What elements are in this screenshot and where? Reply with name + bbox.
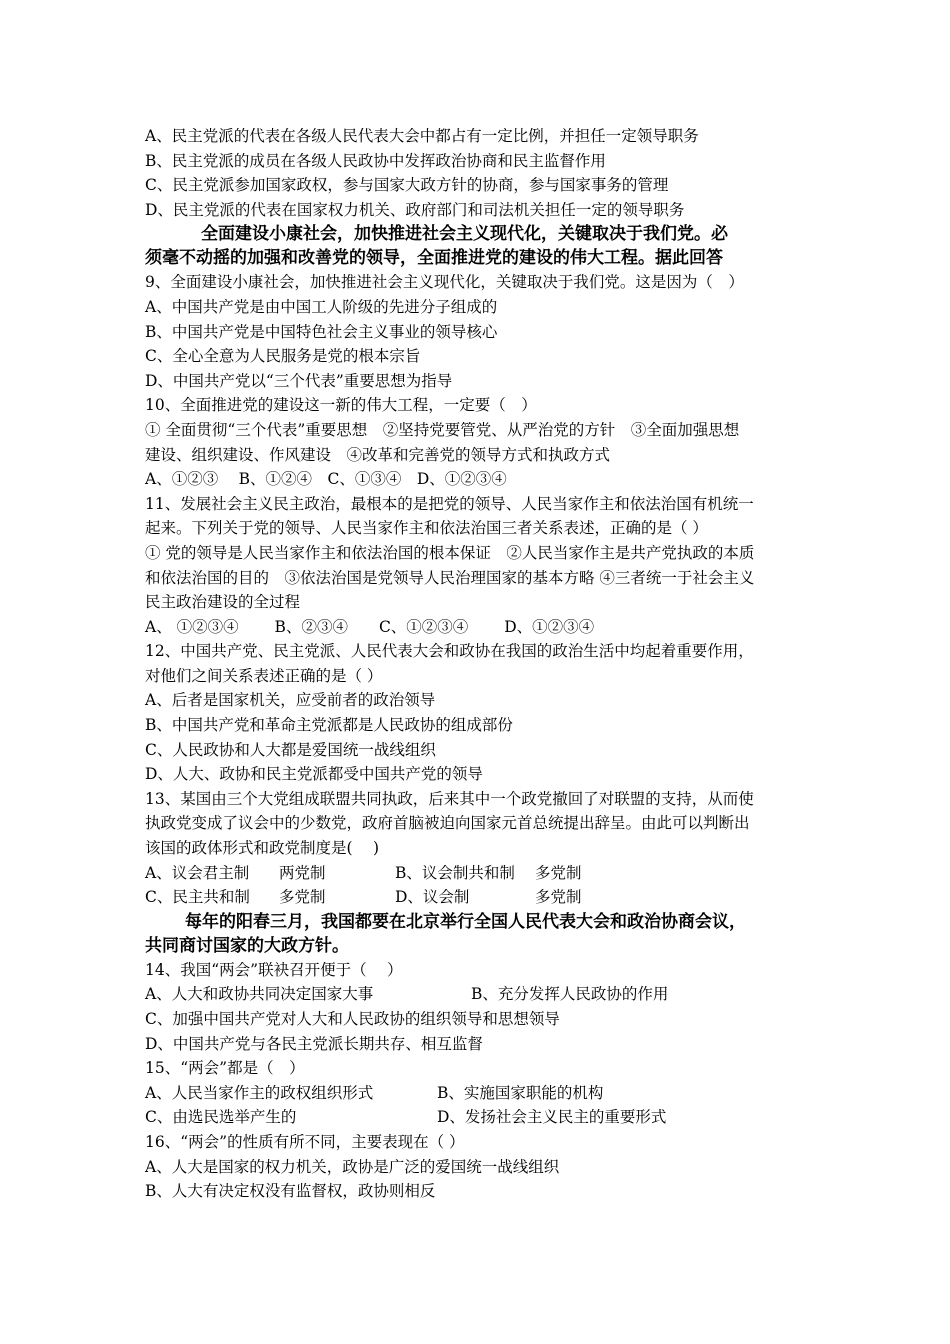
- question-12-cont: 对他们之间关系表述正确的是（ ）: [145, 666, 383, 685]
- option-line: B、中国共产党是中国特色社会主义事业的领导核心: [145, 322, 498, 341]
- option-line: D、人大、政协和民主党派都受中国共产党的领导: [145, 765, 483, 784]
- question-10: 10、全面推进党的建设这一新的伟大工程，一定要（ ）: [145, 396, 537, 415]
- question-11: 11、发展社会主义民主政治，最根本的是把党的领导、人民当家作主和依法治国有机统一: [145, 494, 754, 513]
- option-line: C、加强中国共产党对人大和人民政协的组织领导和思想领导: [145, 1010, 560, 1028]
- option-c: C、由选民选举产生的: [145, 1108, 297, 1127]
- option-line: A、中国共产党是由中国工人阶级的先进分子组成的: [145, 297, 498, 316]
- question-12: 12、中国共产党、民主党派、人民代表大会和政协在我国的政治生活中均起着重要作用，: [145, 642, 754, 661]
- option-row: [145, 1081, 825, 1106]
- statement-line: ① 全面贯彻“三个代表”重要思想 ②坚持党要管党、从严治党的方针 ③全面加强思想: [145, 420, 740, 439]
- question-11-cont: 起来。下列关于党的领导、人民当家作主和依法治国三者关系表述，正确的是（ ）: [145, 519, 708, 538]
- option-b-party: 多党制: [535, 863, 582, 882]
- option-d-party: 多党制: [535, 888, 582, 907]
- option-line: D、中国共产党以“三个代表”重要思想为指导: [145, 371, 453, 390]
- option-row: [145, 982, 825, 1007]
- statement-line: ① 党的领导是人民当家作主和依法治国的根本保证 ②人民当家作主是共产党执政的本质: [145, 543, 755, 562]
- option-line: B、人大有决定权没有监督权，政协则相反: [145, 1182, 436, 1201]
- statement-line: 民主政治建设的全过程: [145, 593, 301, 612]
- option-line: A、民主党派的代表在各级人民代表大会中都占有一定比例，并担任一定领导职务: [145, 127, 699, 145]
- option-line: A、后者是国家机关，应受前者的政治领导: [145, 691, 436, 710]
- option-a-party: 两党制: [279, 863, 326, 882]
- option-b: B、议会制共和制: [395, 863, 515, 882]
- option-row: [145, 861, 825, 886]
- option-line: C、全心全意为人民服务是党的根本宗旨: [145, 347, 421, 366]
- option-line: D、民主党派的代表在国家权力机关、政府部门和司法机关担任一定的领导职务: [145, 200, 685, 219]
- option-c-party: 多党制: [279, 888, 326, 907]
- question-13-cont: 执政党变成了议会中的少数党，政府首脑被迫向国家元首总统提出辞呈。由此可以判断出: [145, 814, 750, 833]
- question-13: 13、某国由三个大党组成联盟共同执政，后来其中一个政党撤回了对联盟的支持，从而使: [145, 789, 754, 808]
- statement-line: 建设、组织建设、作风建设 ④改革和完善党的领导方式和执政方式: [145, 445, 611, 464]
- option-line: C、人民政协和人大都是爱国统一战线组织: [145, 740, 436, 759]
- question-16: 16、“两会”的性质有所不同，主要表现在（ ）: [145, 1132, 465, 1151]
- question-13-cont: 该国的政体形式和政党制度是( ): [145, 839, 380, 858]
- option-d: D、发扬社会主义民主的重要形式: [437, 1108, 667, 1127]
- option-row: [145, 885, 825, 910]
- option-line: B、民主党派的成员在各级人民政协中发挥政治协商和民主监督作用: [145, 151, 606, 170]
- option-line: A、 ①②③④ B、②③④ C、①②③④ D、①②③④: [145, 617, 595, 636]
- material-heading: 每年的阳春三月，我国都要在北京举行全国人民代表大会和政治协商会议，: [185, 911, 746, 932]
- option-b: B、实施国家职能的机构: [437, 1083, 604, 1102]
- option-line: B、中国共产党和革命主党派都是人民政协的组成部份: [145, 716, 513, 735]
- option-line: A、人大是国家的权力机关，政协是广泛的爱国统一战线组织: [145, 1157, 560, 1176]
- option-d: D、议会制: [395, 888, 470, 907]
- option-a: A、人大和政协共同决定国家大事: [145, 985, 374, 1004]
- option-c: C、民主共和制: [145, 888, 250, 907]
- material-heading: 共同商讨国家的大政方针。: [145, 935, 349, 956]
- option-row: [145, 1105, 825, 1130]
- statement-line: 和依法治国的目的 ③依法治国是党领导人民治理国家的基本方略 ④三者统一于社会主义: [145, 568, 755, 587]
- option-b: B、充分发挥人民政协的作用: [471, 985, 669, 1004]
- material-heading: 全面建设小康社会，加快推进社会主义现代化，关键取决于我们党。必: [201, 224, 728, 245]
- exam-content: [145, 124, 825, 1204]
- option-line: A、①②③ B、①②④ C、①③④ D、①②③④: [145, 470, 507, 489]
- option-a: A、议会君主制: [145, 863, 250, 882]
- option-line: D、中国共产党与各民主党派长期共存、相互监督: [145, 1034, 483, 1053]
- option-line: C、民主党派参加国家政权，参与国家大政方针的协商，参与国家事务的管理: [145, 176, 669, 195]
- question-9: 9、全面建设小康社会，加快推进社会主义现代化，关键取决于我们党。这是因为（ ）: [145, 273, 744, 292]
- option-a: A、人民当家作主的政权组织形式: [145, 1083, 374, 1102]
- question-14: 14、我国“两会”联袂召开便于（ ）: [145, 960, 403, 979]
- question-15: 15、“两会”都是（ ）: [145, 1059, 305, 1078]
- material-heading: 须毫不动摇的加强和改善党的领导，全面推进党的建设的伟大工程。据此回答: [145, 248, 723, 269]
